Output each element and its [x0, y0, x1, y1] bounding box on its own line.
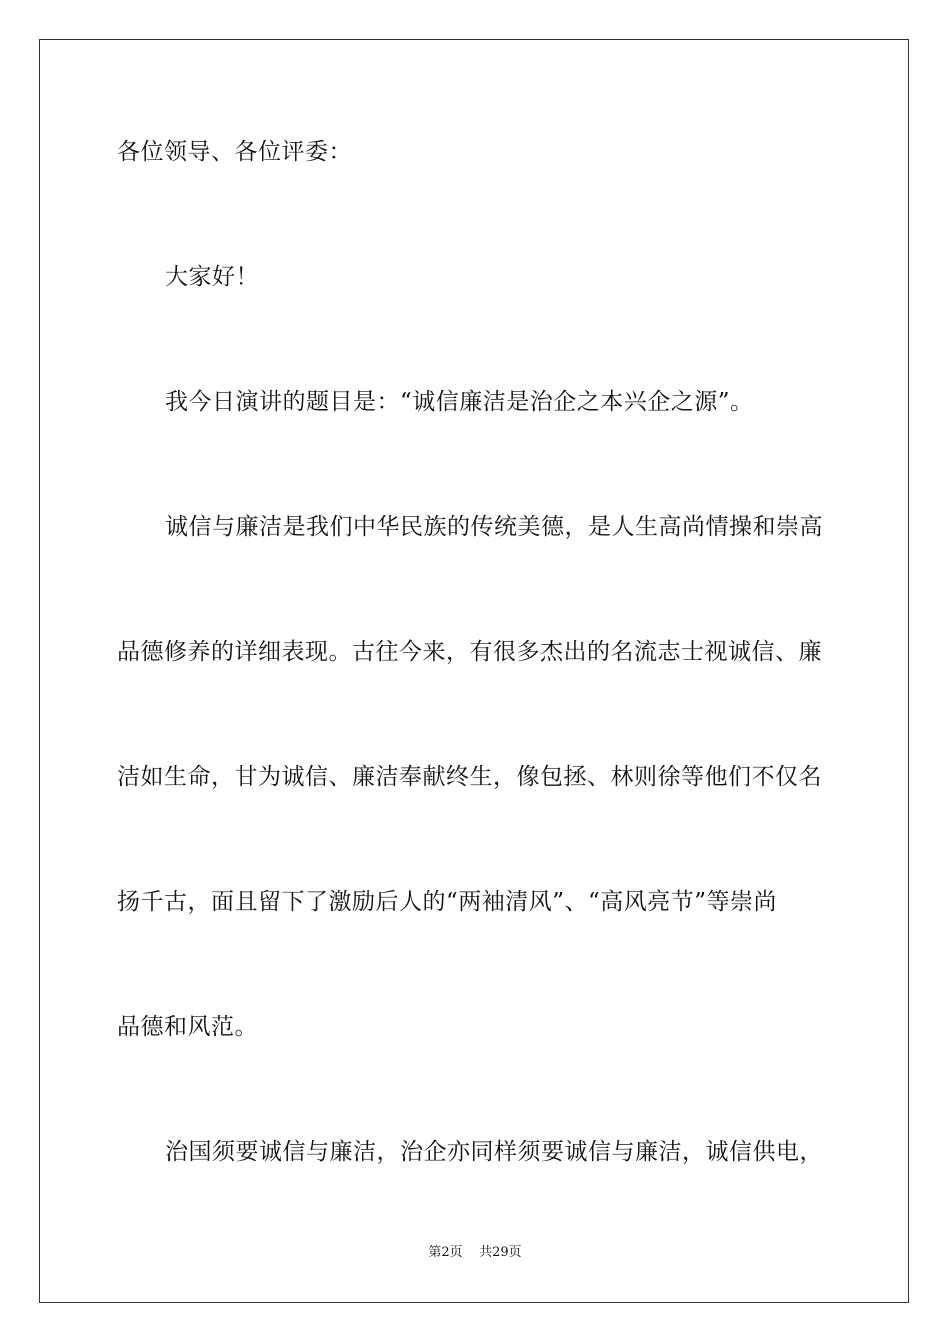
salutation-line: 各位领导、各位评委： [117, 139, 352, 165]
paragraph-line: 扬千古，面且留下了激励后人的“两袖清风”、“高风亮节”等崇尚 [117, 889, 778, 915]
paragraph-line: 品德和风范。 [117, 1014, 258, 1040]
greeting-line: 大家好！ [165, 264, 259, 290]
paragraph-line: 治国须要诚信与廉洁，治企亦同样须要诚信与廉洁，诚信供电， [165, 1139, 823, 1165]
page-footer [0, 1244, 950, 1262]
paragraph-line: 洁如生命，甘为诚信、廉洁奉献终生，像包拯、林则徐等他们不仅名 [117, 764, 822, 790]
page-number: 第2页 [428, 1245, 463, 1260]
topic-line: 我今日演讲的题目是：“诚信廉洁是治企之本兴企之源”。 [165, 389, 754, 415]
page-total: 共29页 [479, 1245, 522, 1260]
paragraph-line: 诚信与廉洁是我们中华民族的传统美德，是人生高尚情操和崇高 [165, 514, 823, 540]
paragraph-line: 品德修养的详细表现。古往今来，有很多杰出的名流志士视诚信、廉 [117, 639, 822, 665]
page-border [39, 39, 909, 1303]
